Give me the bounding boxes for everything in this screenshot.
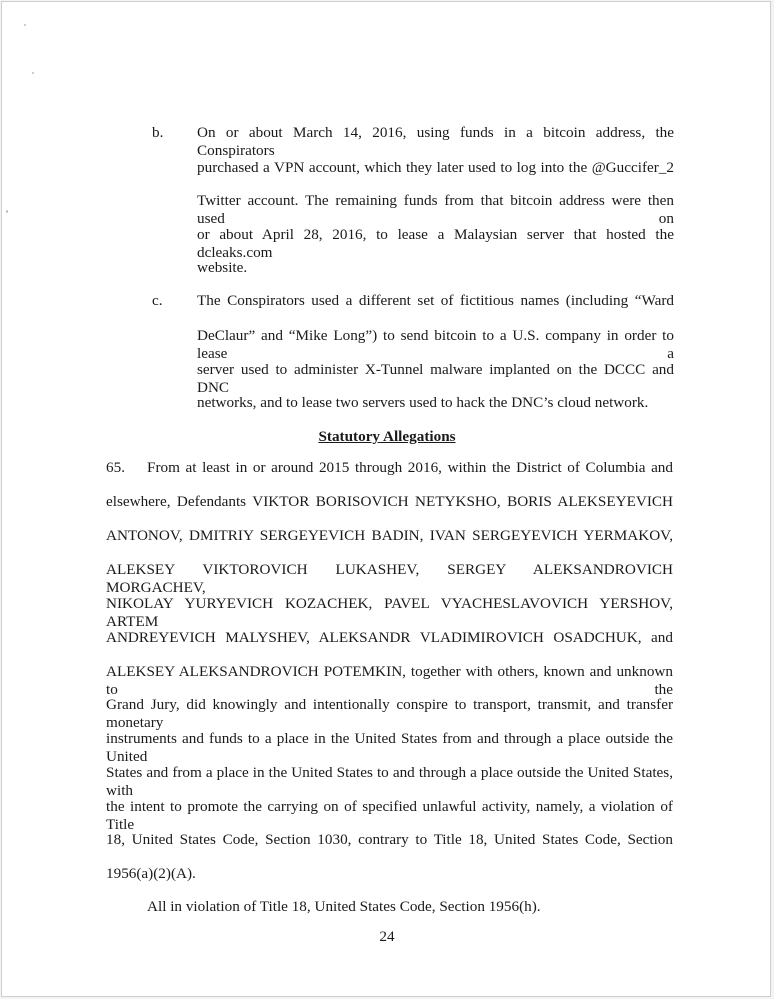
item-b-line-3: Twitter account. The remaining funds from that bitcoin address were then used on bbox=[197, 192, 674, 227]
scan-speck bbox=[24, 24, 26, 26]
item-b-line-2: purchased a VPN account, which they later used to log into the @Guccifer_2 bbox=[197, 159, 674, 176]
paragraph-65-line-10: States and from a place in the United States to and through a place outside the United States, with bbox=[106, 764, 673, 799]
section-heading: Statutory Allegations bbox=[318, 428, 456, 445]
paragraph-65-line-9: instruments and funds to a place in the United States from and through a place outside the United bbox=[106, 730, 673, 765]
paragraph-65-line-5: NIKOLAY YURYEVICH KOZACHEK, PAVEL VYACHESLAVOVICH YERSHOV, ARTEM bbox=[106, 595, 673, 630]
page-number: 24 bbox=[379, 928, 395, 945]
paragraph-65-line-3: ANTONOV, DMITRIY SERGEYEVICH BADIN, IVAN SERGEYEVICH YERMAKOV, bbox=[106, 527, 673, 544]
paragraph-65-line-1: From at least in or around 2015 through 2016, within the District of Columbia and bbox=[147, 459, 673, 476]
item-c-label: c. bbox=[152, 292, 163, 309]
paragraph-65-line-7: ALEKSEY ALEKSANDROVICH POTEMKIN, together with others, known and unknown to the bbox=[106, 663, 673, 698]
paragraph-65-line-2: elsewhere, Defendants VIKTOR BORISOVICH NETYKSHO, BORIS ALEKSEYEVICH bbox=[106, 493, 673, 510]
scan-speck bbox=[32, 72, 34, 74]
item-b-line-1: On or about March 14, 2016, using funds in a bitcoin address, the Conspirators bbox=[197, 124, 674, 159]
scan-speck bbox=[6, 210, 8, 213]
item-c-line-2: DeClaur” and “Mike Long”) to send bitcoin to a U.S. company in order to lease a bbox=[197, 327, 674, 362]
paragraph-65-line-12: 18, United States Code, Section 1030, contrary to Title 18, United States Code, Section bbox=[106, 831, 673, 848]
paragraph-65-line-6: ANDREYEVICH MALYSHEV, ALEKSANDR VLADIMIROVICH OSADCHUK, and bbox=[106, 629, 673, 646]
paragraph-65-number: 65. bbox=[106, 459, 125, 476]
paragraph-65-line-11: the intent to promote the carrying on of specified unlawful activity, namely, a violation of Title bbox=[106, 798, 673, 833]
document-page bbox=[1, 1, 771, 997]
item-b-line-5: website. bbox=[197, 259, 248, 276]
paragraph-65-line-8: Grand Jury, did knowingly and intentionally conspire to transport, transmit, and transfer monetary bbox=[106, 696, 673, 731]
closing-statement: All in violation of Title 18, United States Code, Section 1956(h). bbox=[147, 898, 541, 915]
item-b-label: b. bbox=[152, 124, 164, 141]
paragraph-65-line-4: ALEKSEY VIKTOROVICH LUKASHEV, SERGEY ALEKSANDROVICH MORGACHEV, bbox=[106, 561, 673, 596]
item-c-line-3: server used to administer X-Tunnel malware implanted on the DCCC and DNC bbox=[197, 361, 674, 396]
paragraph-65-line-13: 1956(a)(2)(A). bbox=[106, 865, 196, 882]
item-c-line-4: networks, and to lease two servers used to hack the DNC’s cloud network. bbox=[197, 394, 649, 411]
item-c-line-1: The Conspirators used a different set of fictitious names (including “Ward bbox=[197, 292, 674, 309]
item-b-line-4: or about April 28, 2016, to lease a Malaysian server that hosted the dcleaks.com bbox=[197, 226, 674, 261]
